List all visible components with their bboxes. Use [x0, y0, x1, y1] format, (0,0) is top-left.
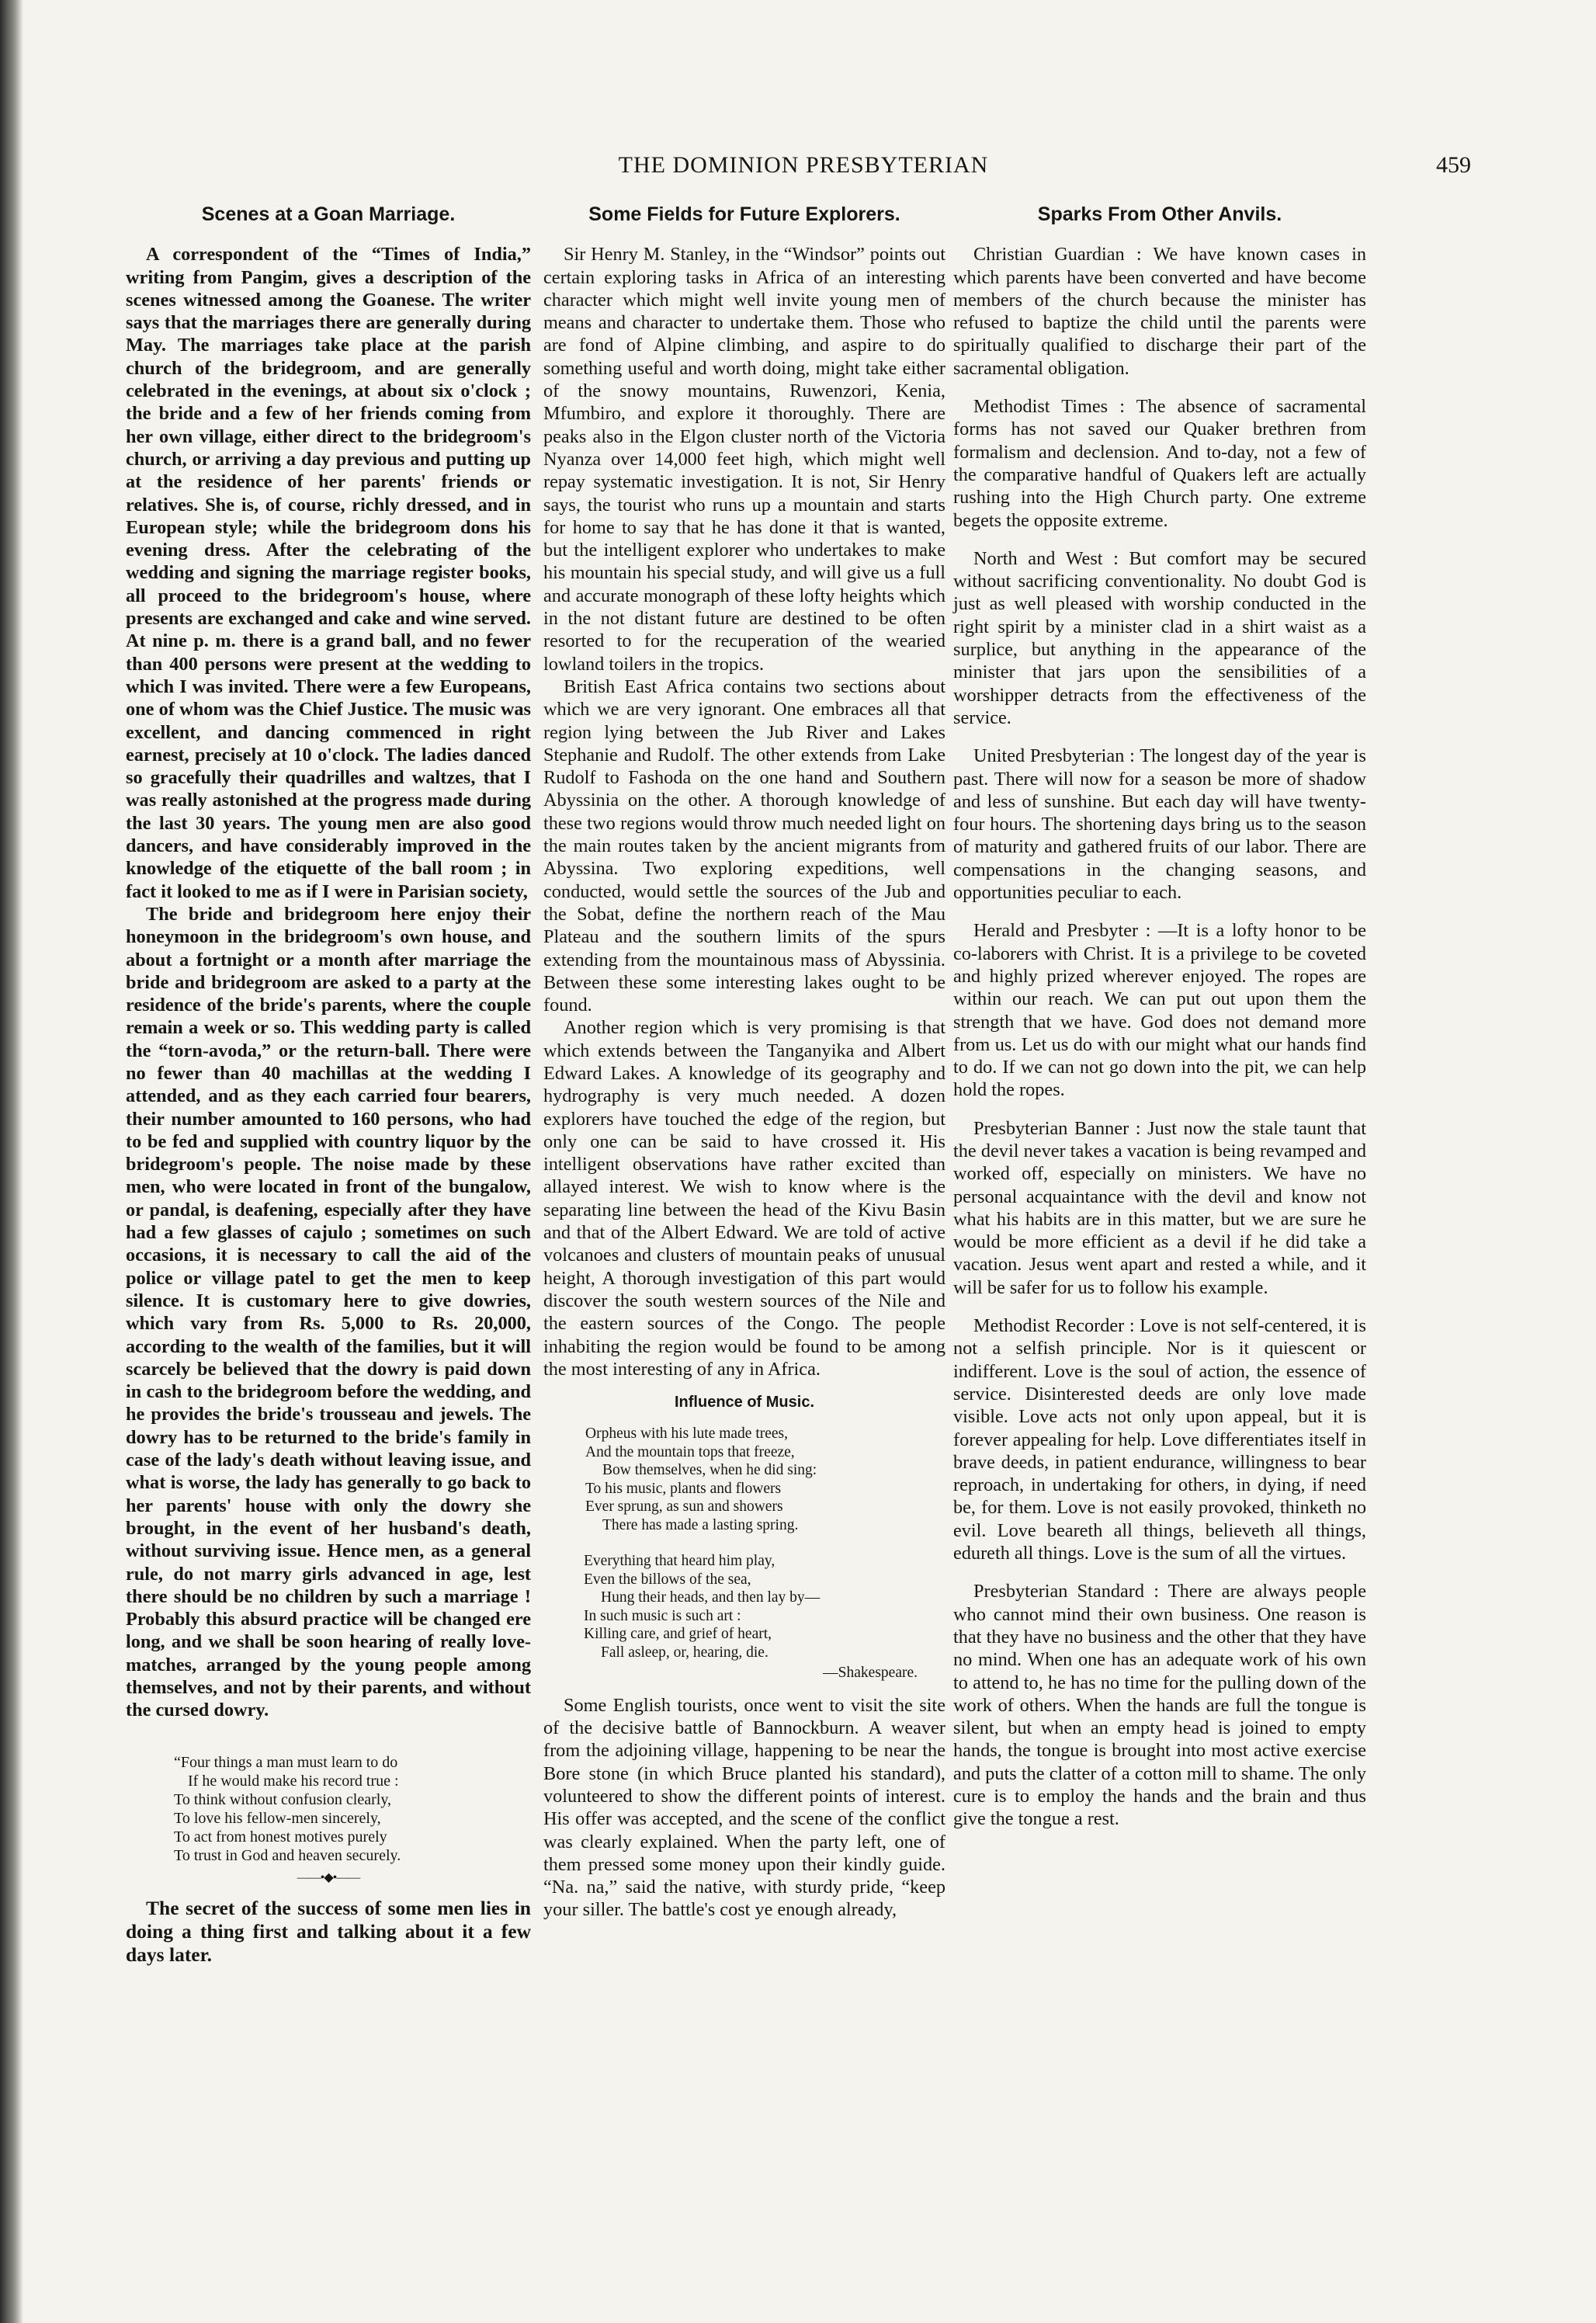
page-number: 459: [1436, 152, 1471, 178]
excerpt-source: Methodist Times :: [973, 396, 1125, 418]
poem-stanza: [585, 1425, 945, 1534]
poem-line: Orpheus with his lute made trees,: [585, 1425, 789, 1443]
verse-line: To love his fellow-men sincerely,: [174, 1809, 381, 1827]
poem-line: Fall asleep, or, hearing, die.: [601, 1644, 769, 1661]
article-paragraph: Sir Henry M. Stanley, in the “Windsor” points out certain exploring tasks in Africa of an interesting character which might well invite young men of means and character to undertake them. Those who are fond of Alpine climbing, and aspire to do something useful and worth doing, might take either of the snowy mountains, Ruwenzori, Kenia, Mfumbiro, and explore it thoroughly. There are peaks also in the Elgon cluster north of the Victoria Nyanza over 14,000 feet high, which might well repay systematic investigation. It is not, Sir Henry says, the tourist who runs up a mountain and starts for home to say that he has done it that is wanted, but the intelligent explorer who undertakes to make his mountain his special study, and will give us a full and accurate monograph of these lofty heights which in the not distant future are destined to be often resorted to for the recuperation of the wearied lowland toilers in the tropics.: [543, 244, 945, 675]
poem-line: Bow themselves, when he did sing:: [602, 1462, 817, 1479]
verse-line: To trust in God and heaven securely.: [174, 1846, 401, 1864]
poem-stanza: [584, 1552, 945, 1662]
excerpt-text: Love is not self-centered, it is not a selfish principle. Nor is it quiescent or indifferent. Love is the soul of action, the essence of service. Disinterested deeds are only love made visible. Love acts not only upon appeal, but it is forever appealing for help. Love differentiates itself in brave deeds, in patient endurance, willingness to bear reproach, in undertaking for others, in dying, if need be, for them. Love is not easily provoked, thinketh no evil. Love beareth all things, believeth all things, edureth all things. Love is the sum of all the virtues.: [953, 1315, 1366, 1564]
poem-line: Everything that heard him play,: [584, 1553, 775, 1570]
excerpt-text: The absence of sacramental forms has not saved our Quaker brethren from formalism and declension. And to-day, not a few of the comparative handful of Quakers left are actually rushing into the High Church party. One extreme begets the opposite extreme.: [953, 396, 1367, 531]
poem-line: There has made a lasting spring.: [602, 1516, 799, 1533]
verse-line: “Four things a man must learn to do: [174, 1753, 398, 1771]
running-title: THE DOMINION PRESBYTERIAN: [618, 152, 989, 178]
excerpt-source: Methodist Recorder :: [973, 1315, 1135, 1337]
excerpt-source: Presbyterian Standard :: [973, 1581, 1160, 1602]
excerpt-text: But comfort may be secured without sacrificing conventionality. No doubt God is just as well pleased with worship conducted in the right spirit by a minister clad in a shirt waist as a surplice, but anything in the appearance of the minister that jars upon the sensibilities of a worshipper detracts from the effectiveness of the service.: [953, 547, 1367, 728]
verse-line: To think without confusion clearly,: [174, 1790, 392, 1808]
verse-line: If he would make his record true :: [188, 1772, 399, 1790]
article-paragraph: Another region which is very promising is that which extends between the Tanganyika and Albert Edward Lakes. A knowledge of its geography and hydrography is very much needed. A dozen explorers have touched the edge of the region, but only one can be said to have crossed it. His intelligent observations have rather excited than allayed interest. We wish to know where is the separating line between the head of the Kivu Basin and that of the Albert Edward. We are told of active volcanoes and clusters of mountain peaks of unusual height, A thorough investigation of this part would discover the south western sources of the Nile and the eastern sources of the Congo. The people inhabiting the region would be found to be among the most interesting of any in Africa.: [543, 1017, 945, 1380]
excerpt: [953, 243, 1366, 380]
article-paragraph: British East Africa contains two sections about which we are very ignorant. One embraces all that region lying between the Jub River and Lakes Stephanie and Rudolf. The other extends from Lake Rudolf to Fashoda on the one hand and Southern Abyssinia on the other. A thorough knowledge of these two regions would throw much needed light on the main routes taken by the ancient migrants from Abyssina. Two exploring expeditions, well conducted, would settle the sources of the Jub and the Sobat, define the northern reach of the Mau Plateau and the southern limits of the spurs extending from the mountainous mass of Abyssinia. Between these some interesting lakes ought to be found.: [543, 675, 945, 1016]
excerpt: [953, 745, 1366, 904]
poem-title: Influence of Music.: [674, 1394, 815, 1412]
excerpt: [953, 395, 1366, 532]
article-title: Sparks From Other Anvils.: [1037, 203, 1282, 225]
poem-line: Hung their heads, and then lay by—: [601, 1589, 821, 1606]
poem-attribution: —Shakespeare.: [823, 1665, 918, 1682]
excerpt-text: The longest day of the year is past. There will now for a season be more of shadow and less of sunshine. But each day will have twenty-four hours. The shortening days bring us to the season of maturity and gathered fruits of our labor. There are compensations in the changing seasons, and opportunities peculiar to each.: [953, 745, 1366, 904]
page-left-edge-shadow: [0, 0, 23, 2323]
poem-line: Ever sprung, as sun and showers: [585, 1498, 783, 1516]
excerpt-source: Presbyterian Banner :: [973, 1117, 1141, 1139]
article-title: Scenes at a Goan Marriage.: [201, 203, 456, 225]
quoted-verse: [174, 1753, 531, 1865]
poem-line: In such music is such art :: [584, 1607, 741, 1624]
column-goan-marriage: [126, 199, 531, 1967]
article-paragraph: A correspondent of the “Times of India,” writing from Pangim, gives a description of the scenes witnessed among the Goanese. The writer says that the marriages there are generally during May. The marriages take place at the parish church of the bridegroom, and are generally celebrated in the evenings, at about six o'clock ; the bride and a few of her friends coming from her own village, either direct to the bridegroom's church, or arriving a day previous and putting up at the residence of her parents' friends or relatives. She is, of course, richly dressed, and in European style; while the bridegroom dons his evening dress. After the celebrating of the wedding and signing the marriage register books, all proceed to the bridegroom's house, where presents are exchanged and cake and wine served. At nine p. m. there is a grand ball, and no fewer than 400 persons were present at the wedding to which I was invited. There were a few Europeans, one of whom was the Chief Justice. The music was excellent, and dancing commenced in right earnest, precisely at 10 o'clock. The ladies danced so gracefully their quadrilles and waltzes, that I was really astonished at the progress made during the last 30 years. The young men are also good dancers, and have considerably improved in the knowledge of the etiquette of the ball room ; in fact it looked to me as if I were in Parisian society,: [126, 244, 531, 902]
excerpt-text: There are always people who cannot mind their own business. One reason is that they have no business and the other that they have no mind. When one has an adequate work of his own to attend to, he has no time for the pulling down of the work of others. When the hands are full the tongue is silent, but when an empty head is joined to empty hands, the tongue is brought into most active exercise and puts the clatter of a cotton mill to shame. The only cure is to employ the hands and the brain and thus give the tongue a rest.: [953, 1581, 1366, 1830]
excerpt-source: Herald and Presbyter :: [973, 920, 1151, 942]
poem-line: And the mountain tops that freeze,: [585, 1443, 795, 1460]
article-paragraph: The bride and bridegroom here enjoy their honeymoon in the bridegroom's own house, and about a fortnight or a month after marriage the bride and bridegroom are asked to a party at the residence of the bride's parents, where the couple remain a week or so. This wedding party is called the “torn-avoda,” or the return-ball. There were no fewer than 40 machillas at the wedding I attended, and as they each carried four bearers, their number amounted to 160 persons, who had to be fed and supplied with country liquor by the bridegroom's people. The noise made by these men, who were located in front of the bungalow, or pandal, is deafening, especially after they have had a few glasses of cajulo ; sometimes on such occasions, it is necessary to call the aid of the police or village patel to get the men to keep silence. It is customary here to give dowries, which vary from Rs. 5,000 to Rs. 20,000, according to the wealth of the families, but it will scarcely be believed that the dowry is paid down in cash to the bridegroom before the wedding, and he provides the bride's trousseau and jewels. The dowry has to be returned to the bride's family in case of the lady's death without leaving issue, and what is worse, the lady has generally to go back to her parents' house with only the dowry she brought, in the event of her husband's death, without surviving issue. Hence men, as a general rule, do not marry girls advanced in age, lest there should be no children by such a marriage ! Probably this absurd practice will be changed ere long, and we shall be soon hearing of really love-matches, arranged by the young people among themselves, and not by their parents, and without the cursed dowry.: [126, 903, 531, 1721]
verse-line: To act from honest motives purely: [174, 1828, 387, 1846]
excerpt: [953, 1117, 1366, 1299]
closing-paragraph: The secret of the success of some men lies in doing a thing first and talking about it a few days later.: [126, 1896, 531, 1966]
page-header: [136, 152, 1471, 191]
excerpt: [953, 1580, 1366, 1830]
excerpt-text: —It is a lofty honor to be co-laborers with Christ. It is a privilege to be coveted and highly prized wherever enjoyed. The ropes are within our reach. We can put out upon them the strength that we have. God does not demand more from us. Let us do with our might what our hands find to do. If we can not go down into the pit, we can help hold the ropes.: [953, 920, 1366, 1101]
poem-line: To his music, plants and flowers: [585, 1480, 782, 1497]
column-sparks: [953, 199, 1366, 1846]
article-title: Some Fields for Future Explorers.: [588, 203, 900, 225]
poem-line: Killing care, and grief of heart,: [584, 1626, 772, 1643]
poem-line: Even the billows of the sea,: [584, 1571, 751, 1588]
excerpt: [953, 547, 1366, 729]
excerpt-source: North and West :: [973, 547, 1119, 569]
excerpt-text: Just now the stale taunt that the devil never takes a vacation is being revamped and worked off, especially on ministers. We have no personal acquaintance with the devil and know not what his habits are in this matter, but we are sure he would be more efficient as a devil if he did take a vacation. Jesus went apart and rested a while, and it will be safer for us to follow his example.: [953, 1117, 1367, 1298]
excerpt: [953, 1314, 1366, 1564]
excerpt: [953, 919, 1366, 1101]
ornamental-divider: ——•◆•——: [297, 1870, 360, 1884]
article-paragraph: Some English tourists, once went to visit the site of the decisive battle of Bannockburn. A weaver from the adjoining village, happening to be near the Bore stone (in which Bruce planted his standard), volunteered to show the different points of interest. His offer was accepted, and the scene of the conflict was clearly explained. When the party left, one of them pressed some money upon their kindly guide. “Na. na,” said the native, with sturdy pride, “keep your siller. The battle's cost ye enough already,: [543, 1694, 945, 1921]
column-explorers: [543, 199, 945, 1922]
excerpt-text: We have known cases in which parents have been converted and have become members of the church because the minister has refused to baptize the child until the parents were spiritually qualified to discharge their part of the sacramental obligation.: [953, 244, 1366, 379]
excerpt-source: United Presbyterian :: [973, 745, 1135, 767]
excerpt-source: Christian Guardian :: [973, 244, 1142, 266]
